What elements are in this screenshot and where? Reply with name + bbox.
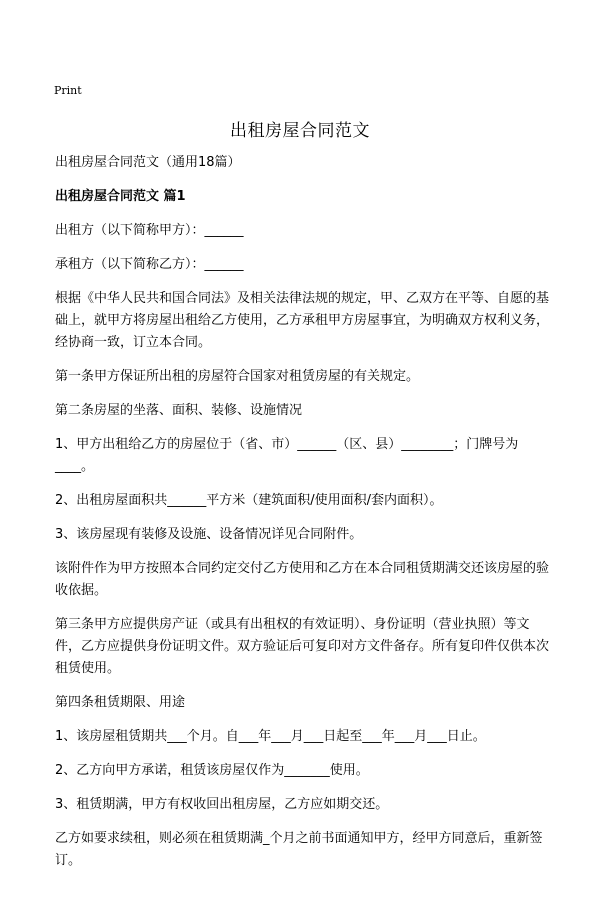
document-subtitle: 出租房屋合同范文（通用18篇） — [55, 155, 241, 170]
paragraph-article-4-item-2: 2、乙方向甲方承诺，租赁该房屋仅作为_______使用。 — [55, 763, 369, 778]
paragraph-article-2-item-2: 2、出租房屋面积共______平方米（建筑面积/使用面积/套内面积）。 — [55, 493, 443, 508]
print-link[interactable]: Print — [54, 84, 82, 97]
paragraph-article-1: 第一条甲方保证所出租的房屋符合国家对租赁房屋的有关规定。 — [55, 369, 420, 384]
section-heading: 出租房屋合同范文 篇1 — [55, 189, 186, 204]
paragraph-lessor: 出租方（以下简称甲方）：______ — [55, 223, 244, 238]
paragraph-article-2-item-3: 3、该房屋现有装修及设施、设备情况详见合同附件。 — [55, 527, 363, 542]
paragraph-article-2-item-1: 1、甲方出租给乙方的房屋位于（省、市）______（区、县）________；门牌号为____。 — [55, 437, 519, 474]
paragraph-article-4: 第四条租赁期限、用途 — [55, 695, 186, 710]
paragraph-article-4-item-3: 3、租赁期满，甲方有权收回出租房屋，乙方应如期交还。 — [55, 797, 389, 812]
paragraph-renewal: 乙方如要求续租，则必须在租赁期满_个月之前书面通知甲方，经甲方同意后，重新签订。 — [55, 831, 543, 868]
paragraph-article-4-item-1: 1、该房屋租赁期共___个月。自___年___月___日起至___年___月___日止。 — [55, 729, 486, 744]
paragraph-article-2: 第二条房屋的坐落、面积、装修、设施情况 — [55, 403, 303, 418]
document-title: 出租房屋合同范文 — [230, 121, 370, 141]
paragraph-article-3: 第三条甲方应提供房产证（或具有出租权的有效证明）、身份证明（营业执照）等文件，乙方应提供身份证明文件。双方验证后可复印对方文件备存。所有复印件仅供本次租赁使用。 — [55, 617, 550, 676]
paragraph-attachment-note: 该附件作为甲方按照本合同约定交付乙方使用和乙方在本合同租赁期满交还该房屋的验收依据。 — [55, 561, 550, 598]
document-body — [55, 152, 555, 884]
paragraph-preamble: 根据《中华人民共和国合同法》及相关法律法规的规定，甲、乙双方在平等、自愿的基础上，就甲方将房屋出租给乙方使用，乙方承租甲方房屋事宜，为明确双方权利义务，经协商一致，订立本合同。 — [55, 291, 550, 350]
paragraph-lessee: 承租方（以下简称乙方）：______ — [55, 257, 244, 272]
